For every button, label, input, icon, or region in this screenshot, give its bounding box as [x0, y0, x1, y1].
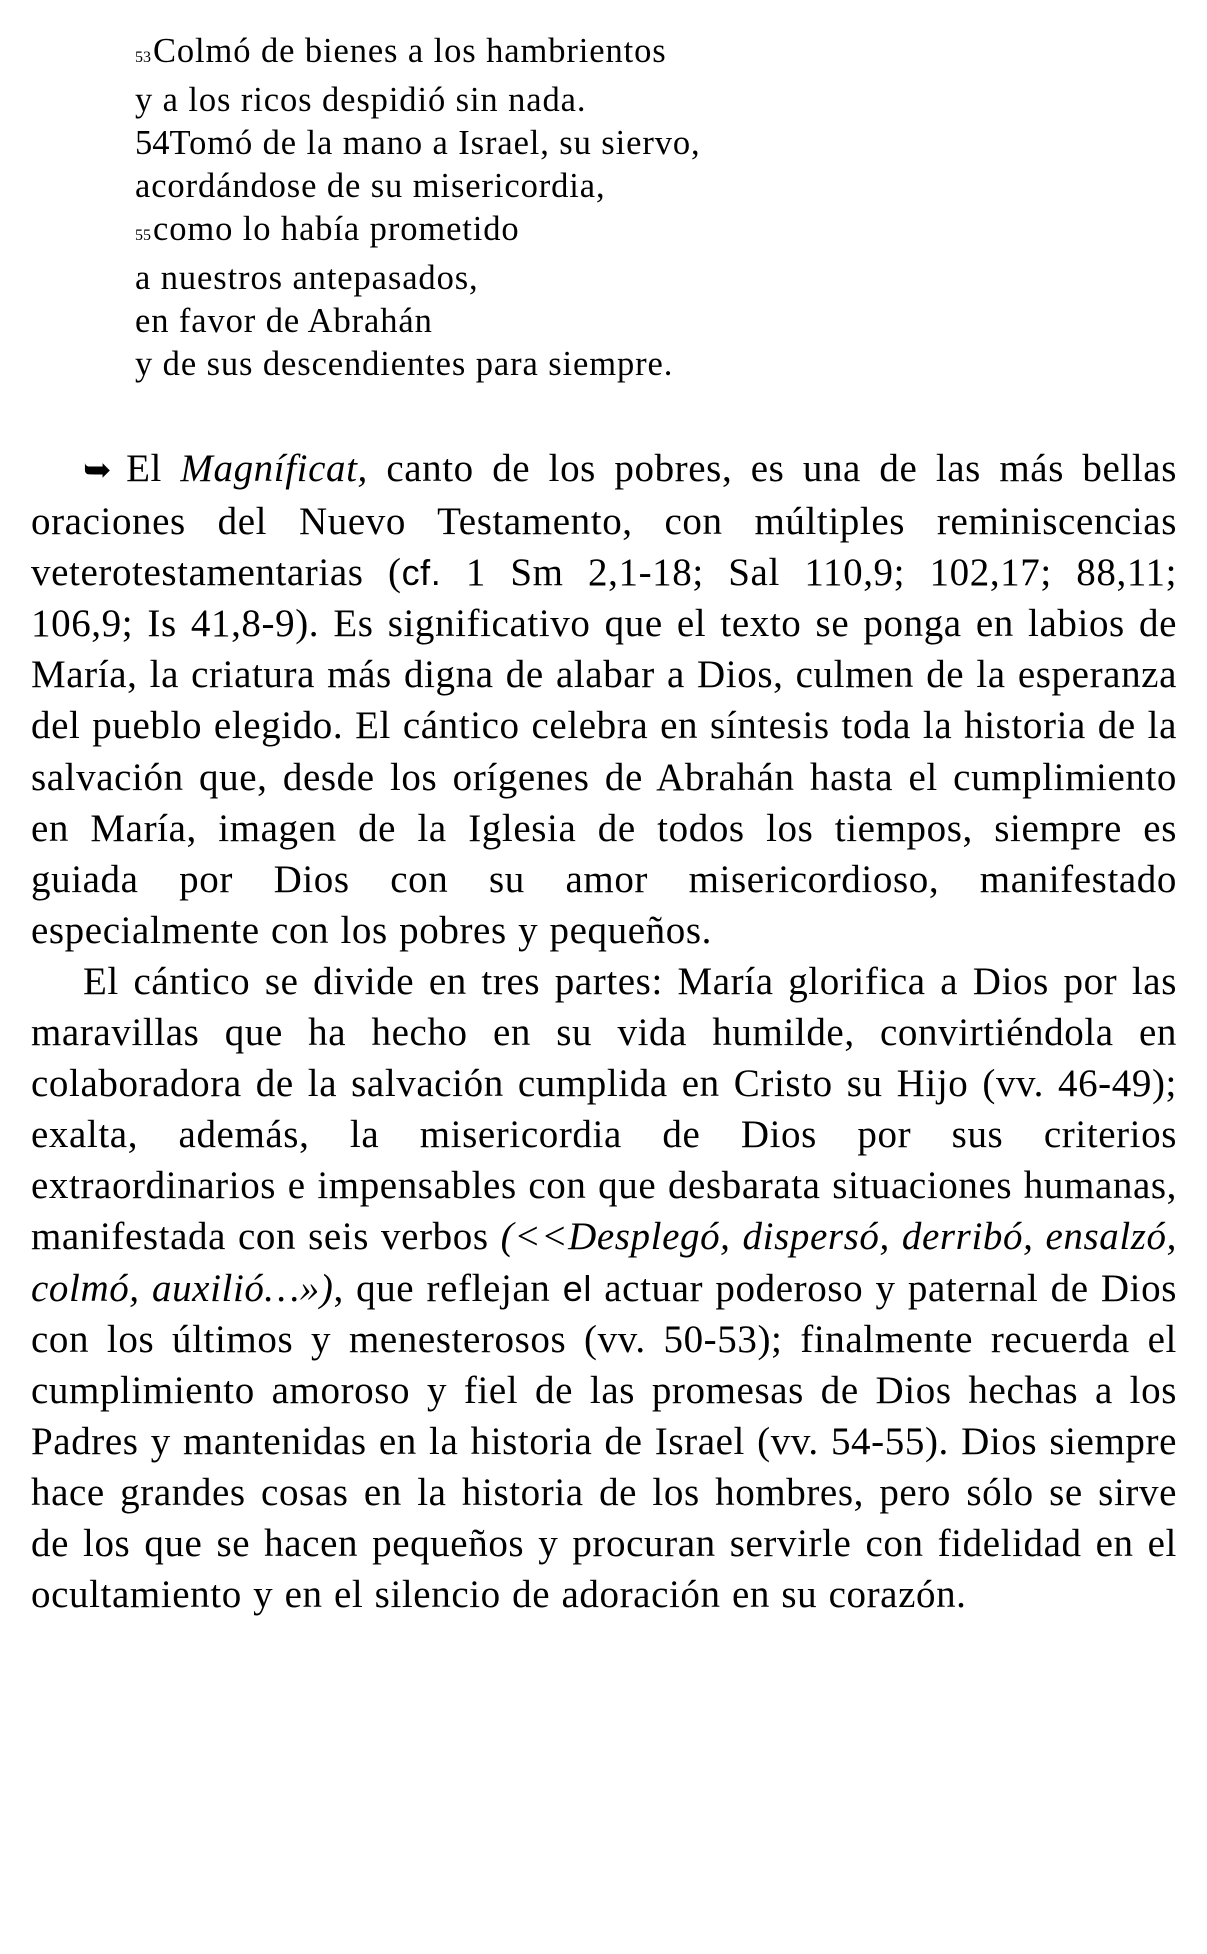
paragraph-text: , que reflejan: [333, 1266, 563, 1310]
arrow-icon: ➥: [83, 450, 113, 490]
verse-text: como lo había prometido: [153, 210, 520, 248]
verse-line: [135, 300, 1035, 343]
verse-line: [135, 208, 1035, 257]
verse-text: en favor de Abrahán: [135, 302, 433, 340]
commentary-paragraph-2: [31, 956, 1177, 1620]
commentary: [31, 443, 1177, 1620]
verse-line: [135, 79, 1035, 122]
verse-number: 55: [135, 227, 151, 244]
verse-number: 54: [135, 124, 170, 162]
verbs-quote: (<<Desplegó, dispersó, derribó, ensalzó, colmó, auxilió…»): [31, 1215, 1177, 1310]
verse-line: [135, 30, 1035, 79]
verse-text: Tomó de la mano a Israel, su siervo,: [169, 124, 701, 162]
paragraph-text: actuar poderoso y paternal de Dios con los últimos y menesterosos (vv. 50-53); finalmente recuerda el cumplimiento amoroso y fiel de las promesas de Dios hechas a los Padres y mantenidas en la historia de Israel (vv. 54-55). Dios siempre hace grandes cosas en la historia de los hombres, pero sólo se sirve de los que se hacen pequeños y procuran servirle con fidelidad en el ocultamiento y en el silencio de adoración en su corazón.: [31, 1266, 1177, 1617]
verse-text: Colmó de bienes a los hambrientos: [153, 32, 667, 70]
verse-line: [135, 343, 1035, 386]
verse-line: [135, 165, 1035, 208]
lead-text: El: [126, 447, 162, 490]
article-el: el: [562, 1267, 592, 1309]
verse-line: [135, 122, 1035, 165]
canticle-verses: [135, 30, 1035, 386]
verse-line: [135, 257, 1035, 300]
verse-text: y a los ricos despidió sin nada.: [135, 81, 587, 119]
paragraph-text: El cántico se divide en tres partes: María glorifica a Dios por las maravillas que ha hecho en su vida humilde, convirtiéndola en colaboradora de la salvación cumplida en Cristo su Hijo (vv. 46-49); exalta, además, la misericordia de Dios por sus criterios extraordinarios e impensables con que desbarata situaciones humanas, manifestada con seis verbos: [31, 959, 1177, 1259]
verse-text: y de sus descendientes para siempre.: [135, 345, 674, 383]
paragraph-text: 1 Sm 2,1-18; Sal 110,9; 102,17; 88,11; 106,9; Is 41,8-9). Es significativo que el texto se ponga en labios de María, la criatura más digna de alabar a Dios, culmen de la esperanza del pueblo elegido. El cántico celebra en síntesis toda la historia de la salvación que, desde los orígenes de Abrahán hasta el cumplimiento en María, imagen de la Iglesia de todos los tiempos, siempre es guiada por Dios con su amor misericordioso, manifestado especialmente con los pobres y pequeños.: [31, 551, 1178, 952]
verse-number: 53: [135, 49, 151, 66]
verse-text: a nuestros antepasados,: [135, 259, 479, 297]
commentary-paragraph-1: [31, 443, 1177, 956]
magnificat-title: Magníficat,: [180, 447, 368, 490]
verse-text: acordándose de su misericordia,: [135, 167, 606, 205]
cf-abbreviation: cf.: [401, 552, 442, 594]
paragraph-text: canto de los pobres, es una de las más bellas oraciones del Nuevo Testamento, con múltiples reminiscencias veterotestamentarias (: [31, 447, 1177, 595]
